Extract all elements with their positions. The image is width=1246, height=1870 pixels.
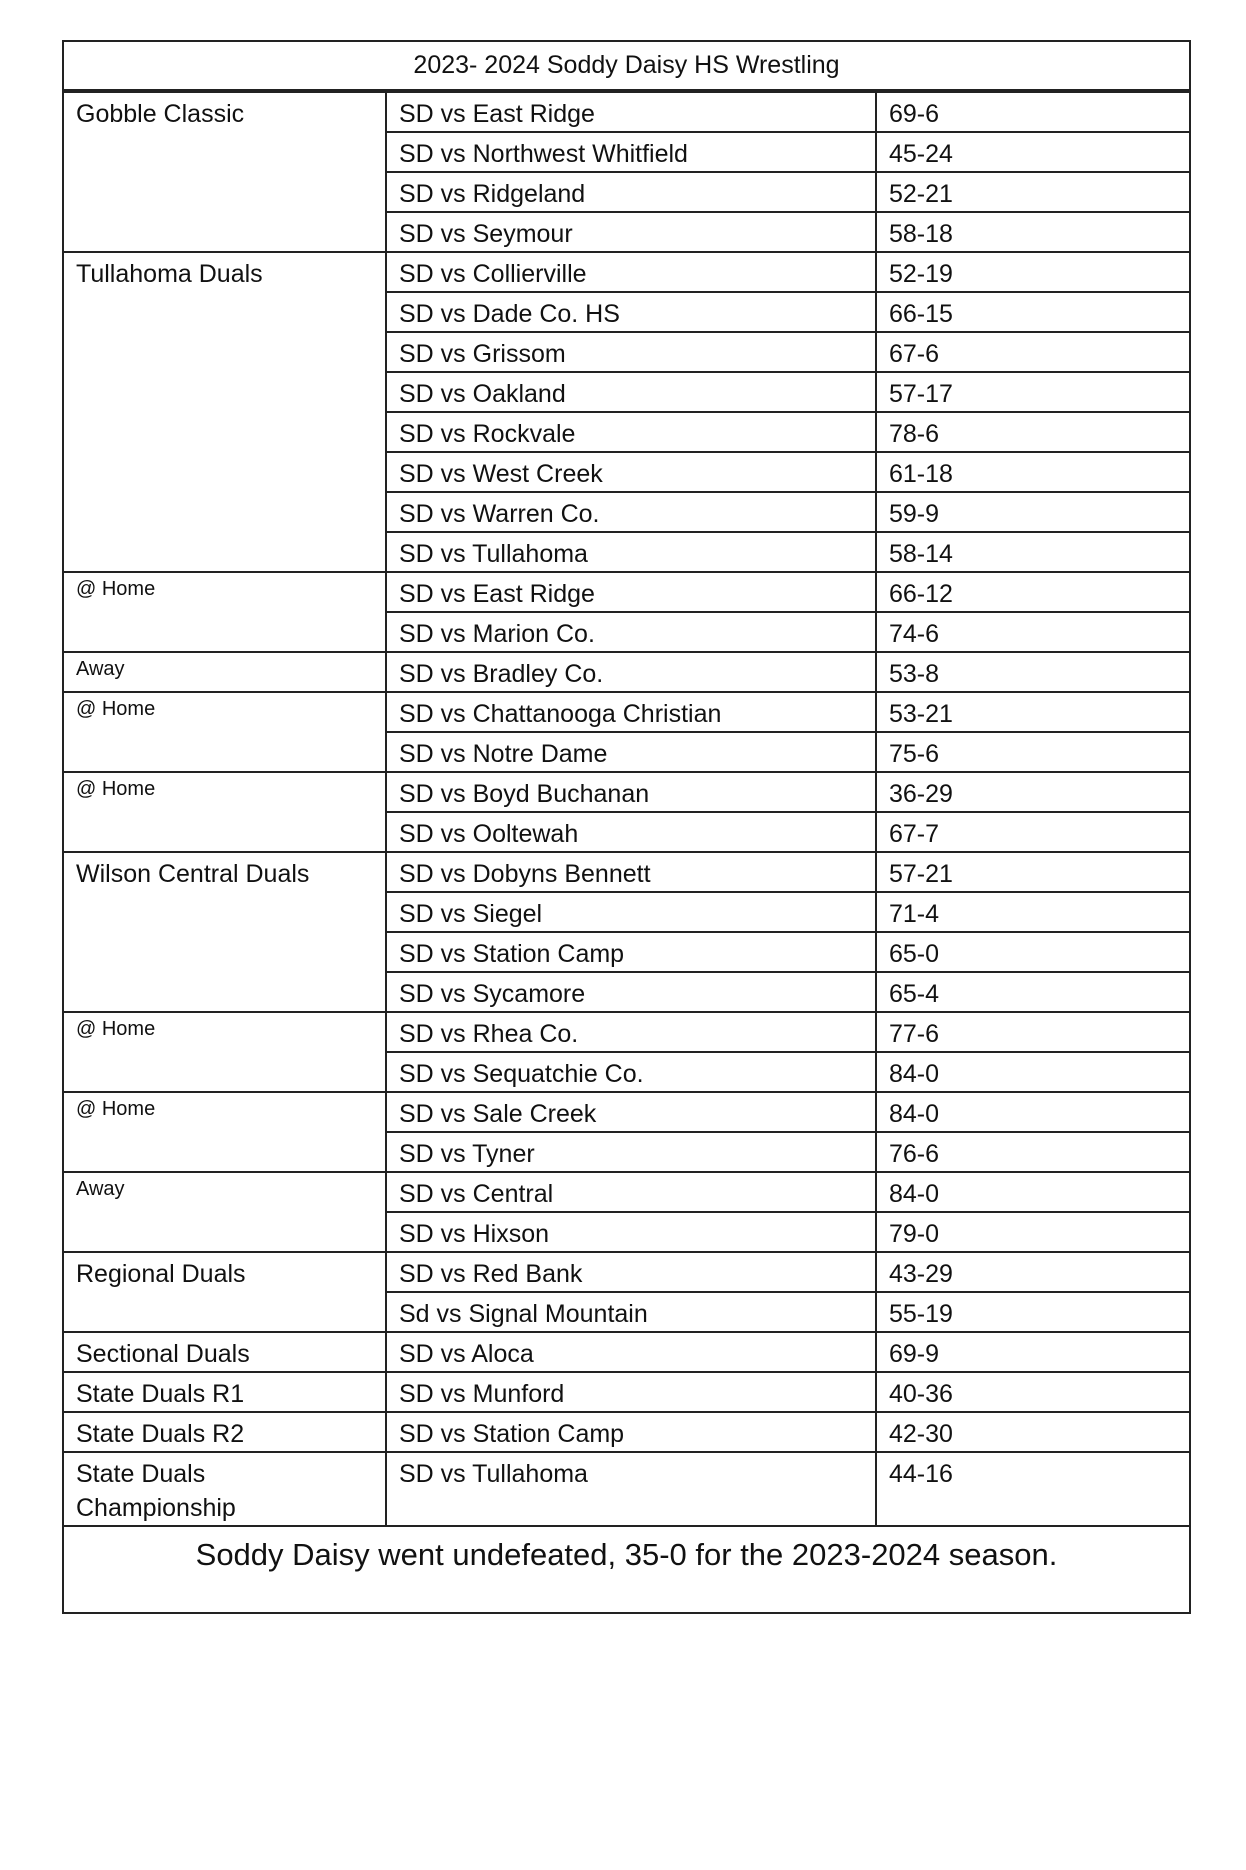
score-cell: 59-9 — [876, 492, 1189, 532]
opponent-cell: SD vs West Creek — [386, 452, 876, 492]
table-row — [64, 1252, 1189, 1292]
event-name: State Duals R1 — [64, 1372, 386, 1412]
opponent-cell: Sd vs Signal Mountain — [386, 1292, 876, 1332]
score-cell: 53-8 — [876, 652, 1189, 692]
opponent-cell: SD vs Marion Co. — [386, 612, 876, 652]
opponent-cell: SD vs Station Camp — [386, 1412, 876, 1452]
score-cell: 52-19 — [876, 252, 1189, 292]
table-row — [64, 1092, 1189, 1132]
opponent-cell: SD vs Grissom — [386, 332, 876, 372]
event-name: Sectional Duals — [64, 1332, 386, 1372]
score-cell: 44-16 — [876, 1452, 1189, 1526]
score-cell: 57-17 — [876, 372, 1189, 412]
opponent-cell: SD vs Munford — [386, 1372, 876, 1412]
table-row — [64, 1332, 1189, 1372]
score-cell: 65-0 — [876, 932, 1189, 972]
score-cell: 57-21 — [876, 852, 1189, 892]
opponent-cell: SD vs Oakland — [386, 372, 876, 412]
score-cell: 40-36 — [876, 1372, 1189, 1412]
opponent-cell: SD vs Hixson — [386, 1212, 876, 1252]
table-row — [64, 1172, 1189, 1212]
score-cell: 77-6 — [876, 1012, 1189, 1052]
event-name: State Duals Championship — [64, 1452, 386, 1526]
score-cell: 36-29 — [876, 772, 1189, 812]
opponent-cell: SD vs Northwest Whitfield — [386, 132, 876, 172]
table-row — [64, 652, 1189, 692]
opponent-cell: SD vs Chattanooga Christian — [386, 692, 876, 732]
opponent-cell: SD vs Sycamore — [386, 972, 876, 1012]
table-row — [64, 1012, 1189, 1052]
opponent-cell: SD vs Dobyns Bennett — [386, 852, 876, 892]
event-name: Regional Duals — [64, 1252, 386, 1332]
score-cell: 42-30 — [876, 1412, 1189, 1452]
opponent-cell: SD vs Boyd Buchanan — [386, 772, 876, 812]
score-cell: 67-7 — [876, 812, 1189, 852]
opponent-cell: SD vs East Ridge — [386, 92, 876, 132]
opponent-cell: SD vs Ridgeland — [386, 172, 876, 212]
opponent-cell: SD vs Siegel — [386, 892, 876, 932]
opponent-cell: SD vs Notre Dame — [386, 732, 876, 772]
score-cell: 78-6 — [876, 412, 1189, 452]
table-row — [64, 252, 1189, 292]
sheet-title: 2023- 2024 Soddy Daisy HS Wrestling — [64, 42, 1189, 91]
score-cell: 84-0 — [876, 1052, 1189, 1092]
results-table — [64, 91, 1189, 1527]
opponent-cell: SD vs Sale Creek — [386, 1092, 876, 1132]
event-name: Away — [64, 652, 386, 692]
score-cell: 65-4 — [876, 972, 1189, 1012]
table-row — [64, 772, 1189, 812]
event-name: @ Home — [64, 1012, 386, 1092]
opponent-cell: SD vs Rhea Co. — [386, 1012, 876, 1052]
score-cell: 58-14 — [876, 532, 1189, 572]
score-cell: 66-12 — [876, 572, 1189, 612]
event-name: Away — [64, 1172, 386, 1252]
score-cell: 61-18 — [876, 452, 1189, 492]
score-cell: 76-6 — [876, 1132, 1189, 1172]
table-row — [64, 572, 1189, 612]
opponent-cell: SD vs Warren Co. — [386, 492, 876, 532]
score-cell: 84-0 — [876, 1172, 1189, 1212]
table-row — [64, 1452, 1189, 1526]
results-sheet — [62, 40, 1191, 1614]
score-cell: 58-18 — [876, 212, 1189, 252]
score-cell: 66-15 — [876, 292, 1189, 332]
results-body — [64, 92, 1189, 1526]
score-cell: 71-4 — [876, 892, 1189, 932]
event-name: State Duals R2 — [64, 1412, 386, 1452]
opponent-cell: SD vs Aloca — [386, 1332, 876, 1372]
event-name: @ Home — [64, 692, 386, 772]
score-cell: 75-6 — [876, 732, 1189, 772]
table-row — [64, 1372, 1189, 1412]
event-name: @ Home — [64, 1092, 386, 1172]
score-cell: 55-19 — [876, 1292, 1189, 1332]
opponent-cell: SD vs Sequatchie Co. — [386, 1052, 876, 1092]
event-name: Tullahoma Duals — [64, 252, 386, 572]
event-name: @ Home — [64, 572, 386, 652]
score-cell: 69-9 — [876, 1332, 1189, 1372]
opponent-cell: SD vs Ooltewah — [386, 812, 876, 852]
opponent-cell: SD vs Tyner — [386, 1132, 876, 1172]
opponent-cell: SD vs Red Bank — [386, 1252, 876, 1292]
opponent-cell: SD vs Tullahoma — [386, 1452, 876, 1526]
opponent-cell: SD vs Bradley Co. — [386, 652, 876, 692]
opponent-cell: SD vs Seymour — [386, 212, 876, 252]
score-cell: 45-24 — [876, 132, 1189, 172]
opponent-cell: SD vs Rockvale — [386, 412, 876, 452]
score-cell: 43-29 — [876, 1252, 1189, 1292]
score-cell: 53-21 — [876, 692, 1189, 732]
opponent-cell: SD vs Tullahoma — [386, 532, 876, 572]
opponent-cell: SD vs Station Camp — [386, 932, 876, 972]
season-summary: Soddy Daisy went undefeated, 35-0 for the 2023-2024 season. — [195, 1537, 1058, 1572]
score-cell: 74-6 — [876, 612, 1189, 652]
score-cell: 79-0 — [876, 1212, 1189, 1252]
table-row — [64, 692, 1189, 732]
score-cell: 84-0 — [876, 1092, 1189, 1132]
opponent-cell: SD vs Dade Co. HS — [386, 292, 876, 332]
opponent-cell: SD vs Collierville — [386, 252, 876, 292]
score-cell: 67-6 — [876, 332, 1189, 372]
score-cell: 52-21 — [876, 172, 1189, 212]
event-name: Gobble Classic — [64, 92, 386, 252]
table-row — [64, 1412, 1189, 1452]
table-row — [64, 852, 1189, 892]
opponent-cell: SD vs Central — [386, 1172, 876, 1212]
opponent-cell: SD vs East Ridge — [386, 572, 876, 612]
table-row — [64, 92, 1189, 132]
score-cell: 69-6 — [876, 92, 1189, 132]
event-name: Wilson Central Duals — [64, 852, 386, 1012]
event-name: @ Home — [64, 772, 386, 852]
